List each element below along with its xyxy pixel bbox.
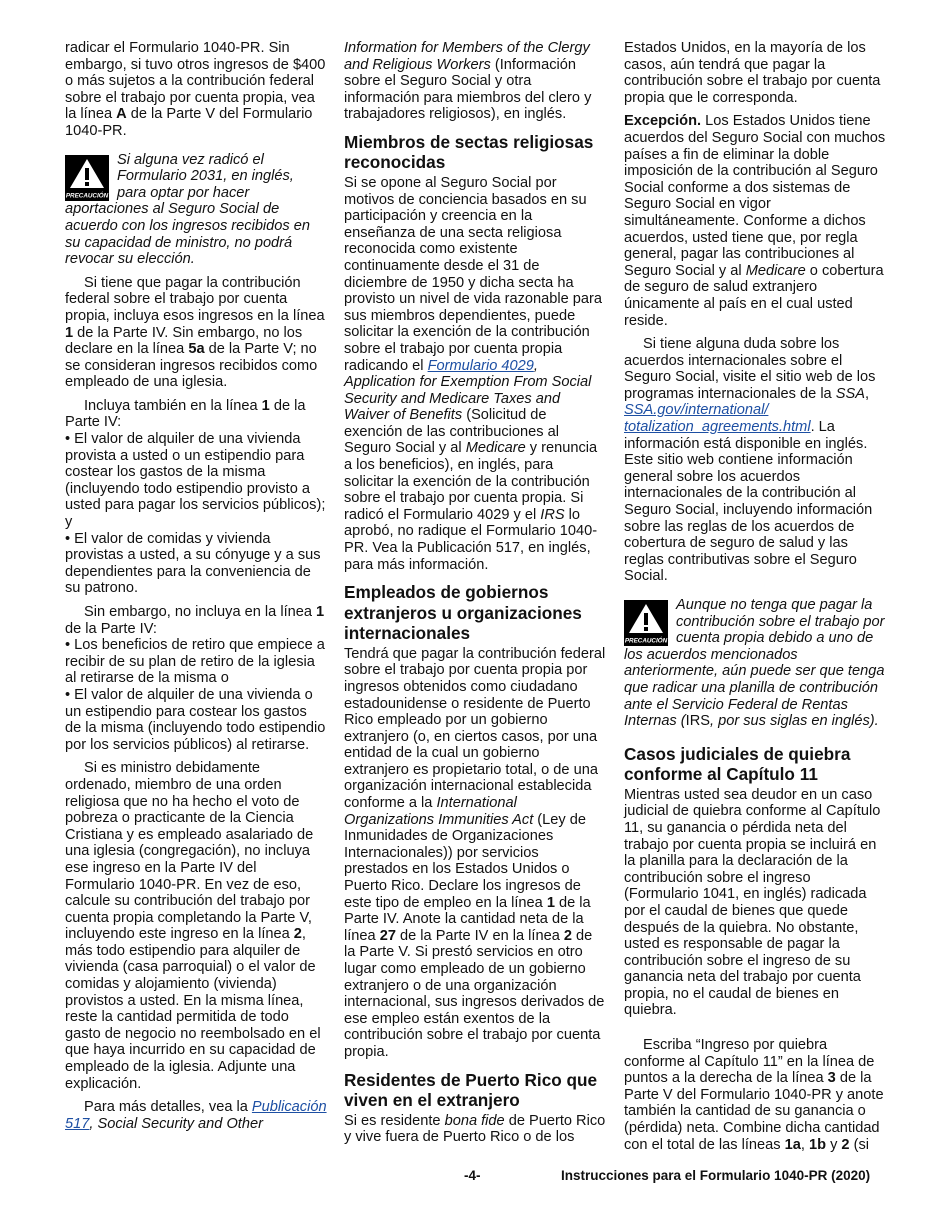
text: Sin embargo, no incluya en la línea — [84, 604, 317, 620]
text: (Solicitud de exención de las contribuciones al Seguro Social y al — [344, 407, 559, 457]
text: . La información está disponible en inglés. Este sitio web contiene información general sobre los acuerdos internacionales de la contribución al Seguro Social, incluyendo información sobre las reglas de los acuerdos de cobertura de seguro de salud y las reglas contributivas sobre el Seguro Social. — [624, 419, 873, 585]
paragraph — [624, 336, 886, 585]
column-1 — [65, 40, 327, 1132]
text: (Información sobre el Seguro Social y otra información para miembros del clero y trabajadores religiosos), en inglés. — [344, 56, 592, 123]
paragraph — [344, 175, 606, 573]
text: de la Parte IV. Anote la cantidad neta de la línea — [344, 894, 591, 944]
text: 2 — [841, 1136, 850, 1153]
paragraph — [65, 398, 327, 431]
caution-label: PRECAUCIÓN — [624, 637, 668, 645]
footer-title: Instrucciones para el Formulario 1040-PR (2020) — [561, 1168, 871, 1183]
text: IRS — [540, 506, 565, 523]
text: 1 — [65, 324, 74, 341]
text: Los Estados Unidos tiene acuerdos del Seguro Social con muchos países a fin de eliminar la doble imposición de la contribución al Seguro Social conforme a dos sistemas de Seguro Social en vigor simultáneamente. Conforme a dichos acuerdos, usted tiene que, por regla general, pagar las contribuciones al Seguro Social y al — [624, 113, 886, 279]
text: (Ley de Inmunidades de Organizaciones Internacionales)) por servicios prestados en los Estados Unidos o Puerto Rico. Declare los ingresos de este tipo de empleo en la línea — [344, 811, 586, 911]
text: 3 — [827, 1070, 836, 1087]
caution-icon — [65, 155, 109, 201]
form-4029-link[interactable]: Formulario 4029 — [427, 357, 534, 374]
text: de la Parte V. Si prestó servicios en otro lugar como empleado de un gobierno extranjero o de una organización internacional, sus ingresos derivados de ese empleo están exentos de la contribución sobre el trabajo por cuenta propia. — [344, 927, 605, 1060]
column-3 — [624, 40, 886, 1153]
paragraph — [65, 275, 327, 391]
text: Information for Members of the Clergy and Religious Workers — [344, 40, 590, 73]
caution-label: PRECAUCIÓN — [65, 192, 109, 200]
text: Tendrá que pagar la contribución federal sobre el trabajo por cuenta propia por ingresos obtenidos como ciudadano estadounidense o residente de Puerto Rico empleado por un gobierno extranjero (o, en ciertos casos, por una entidad de la cual un gobierno extranjero es propietario total, o de una organización internacional establecida conforme a la — [344, 645, 606, 812]
column-2 — [344, 40, 606, 1146]
text: SSA — [835, 385, 865, 402]
caution-note — [65, 152, 327, 268]
bullet-item: • El valor de alquiler de una vivienda provista a usted o un estipendio para costear los gastos de la misma (incluyendo todo estipendio provisto a usted para pagar los servicios públicos); y — [65, 431, 327, 531]
text: , Application for Exemption From Social Security and Medicare Taxes and Waiver of Benefits — [344, 357, 592, 424]
bullet-item: • El valor de alquiler de una vivienda o un estipendio para costear los gastos de la misma (incluyendo todo estipendio por los servicios públicos) al retirarse. — [65, 687, 327, 753]
text: radicar el Formulario 1040-PR. Sin embargo, si tuvo otros ingresos de $400 o más sujetos a la contribución federal sobre el trabajo por cuenta propia, vea la línea — [65, 40, 326, 123]
text: de la Parte IV en la línea — [395, 927, 564, 944]
page-number: -4- — [464, 1168, 481, 1183]
text: Incluya también en la línea — [84, 397, 262, 414]
text: y — [826, 1136, 842, 1153]
text: Si es ministro debidamente ordenado, miembro de una orden religiosa que no ha hecho el voto de pobreza o practicante de la Ciencia Cristiana y es empleado asalariado de una iglesia (congregación), no incluya ese ingreso en la Parte IV del Formulario 1040-PR. En vez de eso, calcule su contribución del trabajo por cuenta propia completando la Parte V, incluyendo este ingreso en la línea — [65, 760, 314, 943]
text: o cobertura de seguro de salud extranjero únicamente al país en el cual usted reside. — [624, 262, 884, 329]
text: Si es residente — [344, 1112, 445, 1129]
caution-icon — [624, 600, 668, 646]
section-heading: Empleados de gobiernos extranjeros u organizaciones internacionales — [344, 582, 582, 644]
text: 1a — [784, 1136, 801, 1153]
text: 27 — [379, 927, 396, 944]
bullet-item: • Los beneficios de retiro que empiece a recibir de su plan de retiro de la iglesia al retirarse de la misma o — [65, 637, 327, 687]
paragraph — [624, 113, 886, 329]
paragraph: Mientras usted sea deudor en un caso judicial de quiebra conforme al Capítulo 11, su ganancia o pérdida neta del trabajo por cuenta propia se incluirá en la planilla para la declaración de la contribución sobre el ingreso (Formulario 1041, en inglés) radicada por el caudal de bienes que quede después de la quiebra. No obstante, usted es responsable de pagar la contribución sobre el ingreso de su ganancia neta del trabajo por cuenta propia, no el caudal de bienes en quiebra. — [624, 786, 881, 1019]
section-heading: Miembros de sectas religiosas reconocidas — [344, 131, 594, 173]
text: Para más detalles, vea la — [84, 1099, 252, 1116]
section-heading: Residentes de Puerto Rico que viven en el extranjero — [344, 1069, 598, 1111]
text: de la Parte IV: — [65, 620, 157, 637]
paragraph: Estados Unidos, en la mayoría de los casos, aún tendrá que pagar la contribución sobre el trabajo por cuenta propia que le corresponda. — [624, 40, 881, 106]
text: de la Parte IV: — [65, 397, 306, 431]
text: 2 — [563, 927, 572, 944]
text: de la Parte V del Formulario 1040-PR y anote también la cantidad de su ganancia o (pérdida) neta. Combine dicha cantidad con el total de las líneas — [624, 1070, 884, 1153]
caution-text: IRS — [685, 713, 710, 730]
text: de Puerto Rico y vive fuera de Puerto Rico o de los — [344, 1112, 606, 1146]
text: de la Parte IV. Sin embargo, no los declare en la línea — [65, 324, 303, 358]
text: de la Parte V del Formulario 1040-PR. — [65, 106, 313, 139]
text: lo aprobó, no radique el Formulario 1040-PR. Vea la Publicación 517, en inglés, para más información. — [344, 506, 598, 573]
paragraph — [65, 604, 327, 637]
paragraph — [65, 760, 327, 1092]
text: 2 — [293, 926, 302, 943]
text: , — [864, 385, 869, 402]
text: Excepción. — [624, 113, 702, 130]
paragraph — [344, 40, 606, 123]
text: Si tiene alguna duda sobre los acuerdos internacionales sobre el Seguro Social, visite el sitio web de los programas internacionales de la — [624, 336, 876, 402]
caution-text: , por sus siglas en inglés). — [709, 713, 879, 730]
paragraph — [65, 1099, 327, 1132]
caution-text: Aunque no tenga que pagar la contribución sobre el trabajo por cuenta propia debido a uno de los acuerdos mencionados anteriormente, aún puede ser que tenga que radicar una planilla de contribución ante el Servicio Federal de Rentas Internas ( — [624, 597, 885, 730]
caution-note — [624, 597, 886, 730]
text: Si se opone al Seguro Social por motivos de conciencia basados en su participación y creencia en la enseñanza de una secta religiosa reconocida como existente continuamente desde el 31 de diciembre de 1950 y dicha secta ha provisto un nivel de vida razonable para sus miembros dependientes, puede solicitar la exención de la contribución sobre el trabajo por cuenta propia radicando el — [344, 174, 602, 374]
caution-text: Si alguna vez radicó el Formulario 2031, en inglés, para optar por hacer aportaciones al Seguro Social de acuerdo con los ingresos recibidos en su capacidad de ministro, no podrá revocar su elección. — [65, 151, 310, 268]
text: Escriba “Ingreso por quiebra conforme al Capítulo 11” en la línea de puntos a la derecha de la línea — [624, 1037, 875, 1087]
paragraph — [344, 1113, 606, 1146]
text: 1 — [546, 894, 555, 911]
section-heading: Casos judiciales de quiebra conforme al Capítulo 11 — [624, 743, 851, 785]
publication-517-link[interactable]: Publicación 517 — [65, 1099, 327, 1132]
text: , más todo estipendio para alquiler de vivienda (casa parroquial) o el valor de comidas y alojamiento (vivienda) provistos a usted. En la misma línea, reste la cantidad permitida de todo gasto de negocio no reembolsado en el que haya incurrido en su capacidad de empleado de la iglesia. Adjunte una explicación. — [65, 926, 321, 1092]
bullet-item: • El valor de comidas y vivienda provistas a usted, a su cónyuge y a sus dependientes para la conveniencia de su patrono. — [65, 531, 327, 597]
ssa-agreements-link[interactable]: SSA.gov/international/ totalization_agreements.html — [624, 402, 811, 436]
text: 5a — [188, 341, 205, 358]
paragraph — [65, 40, 327, 140]
text: (si — [849, 1136, 870, 1153]
text: International Organizations Immunities Act — [344, 795, 534, 828]
text: Medicare — [465, 440, 526, 457]
text: Si tiene que pagar la contribución federal sobre el trabajo por cuenta propia, incluya esos ingresos en la línea — [65, 274, 325, 324]
text: , — [800, 1136, 809, 1153]
text: 1 — [261, 397, 270, 414]
text: , Social Security and Other — [89, 1115, 263, 1132]
paragraph — [624, 1037, 886, 1153]
text: bona fide — [444, 1112, 505, 1129]
text: 1b — [808, 1136, 827, 1153]
paragraph — [344, 646, 606, 1061]
text: A — [116, 106, 127, 123]
text: 1 — [316, 604, 325, 620]
text: Medicare — [745, 262, 806, 279]
text: de la Parte V; no se consideran ingresos recibidos como empleado de una iglesia. — [65, 341, 318, 391]
text: y renuncia a los beneficios), en inglés, para solicitar la exención de la contribución sobre el trabajo por cuenta propia. Si radicó el Formulario 4029 y el — [344, 440, 598, 523]
